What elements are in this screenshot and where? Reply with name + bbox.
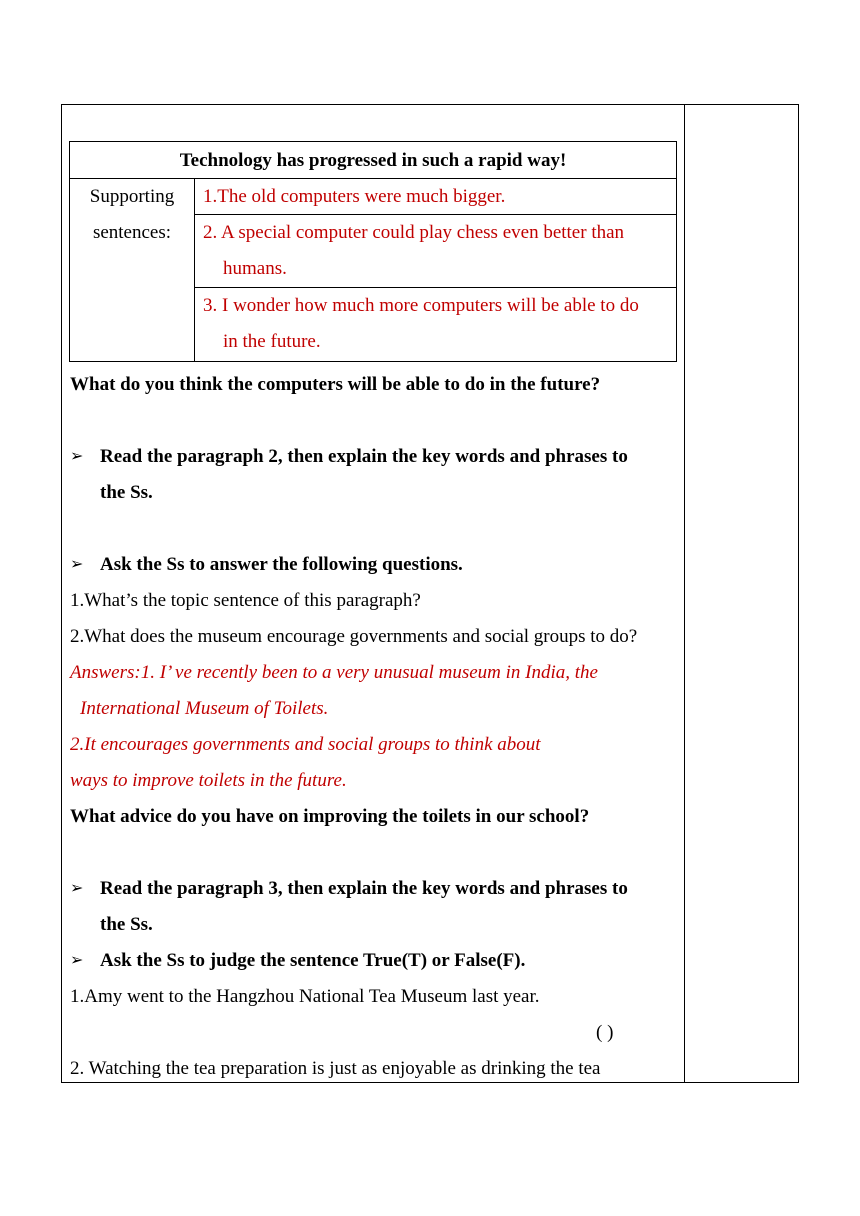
question-future: What do you think the computers will be able to do in the future?	[70, 374, 601, 395]
bullet-read-paragraph-3-cont: the Ss.	[100, 914, 153, 935]
tf-answer-blank: ( )	[596, 1022, 614, 1043]
question-1: 1.What’s the topic sentence of this paragraph?	[70, 590, 421, 611]
bullet-read-paragraph-2-cont: the Ss.	[100, 482, 153, 503]
sentence-2-line2: humans.	[223, 258, 287, 279]
bullet-arrow-icon: ➢	[70, 880, 84, 897]
label-line2: sentences:	[92, 222, 172, 243]
tf-sentence-2: 2. Watching the tea preparation is just as enjoyable as drinking the tea	[70, 1058, 601, 1079]
question-advice: What advice do you have on improving the toilets in our school?	[70, 806, 590, 827]
label-line1: Supporting	[89, 186, 175, 207]
bullet-arrow-icon: ➢	[70, 556, 84, 573]
answer-2-line1: 2.It encourages governments and social groups to think about	[70, 734, 541, 755]
lesson-plan-table	[61, 104, 799, 1083]
bullet-true-false: Ask the Ss to judge the sentence True(T) or False(F).	[100, 950, 526, 971]
supporting-sentences-table	[69, 141, 677, 362]
sentence-row-2	[195, 215, 676, 288]
sentence-1: 1.The old computers were much bigger.	[203, 186, 506, 207]
answer-1-line1: Answers:1. I’ ve recently been to a very unusual museum in India, the	[70, 662, 598, 683]
question-2: 2.What does the museum encourage governments and social groups to do?	[70, 626, 638, 647]
supporting-label	[70, 179, 195, 361]
sentence-2-line1: 2. A special computer could play chess even better than	[203, 222, 625, 243]
sentence-3-line2: in the future.	[223, 331, 321, 352]
bullet-read-paragraph-2: Read the paragraph 2, then explain the key words and phrases to	[100, 446, 628, 467]
sentence-row-3	[195, 288, 676, 361]
bullet-arrow-icon: ➢	[70, 952, 84, 969]
bullet-answer-questions: Ask the Ss to answer the following questions.	[100, 554, 463, 575]
table-title: Technology has progressed in such a rapid way!	[70, 142, 676, 179]
answer-1-line2: International Museum of Toilets.	[80, 698, 329, 719]
answer-2-line2: ways to improve toilets in the future.	[70, 770, 347, 791]
column-divider	[684, 105, 685, 1082]
sentence-3-line1: 3. I wonder how much more computers will be able to do	[203, 295, 639, 316]
bullet-arrow-icon: ➢	[70, 448, 84, 465]
sentence-row-1	[195, 179, 676, 215]
bullet-read-paragraph-3: Read the paragraph 3, then explain the key words and phrases to	[100, 878, 628, 899]
tf-sentence-1: 1.Amy went to the Hangzhou National Tea Museum last year.	[70, 986, 540, 1007]
